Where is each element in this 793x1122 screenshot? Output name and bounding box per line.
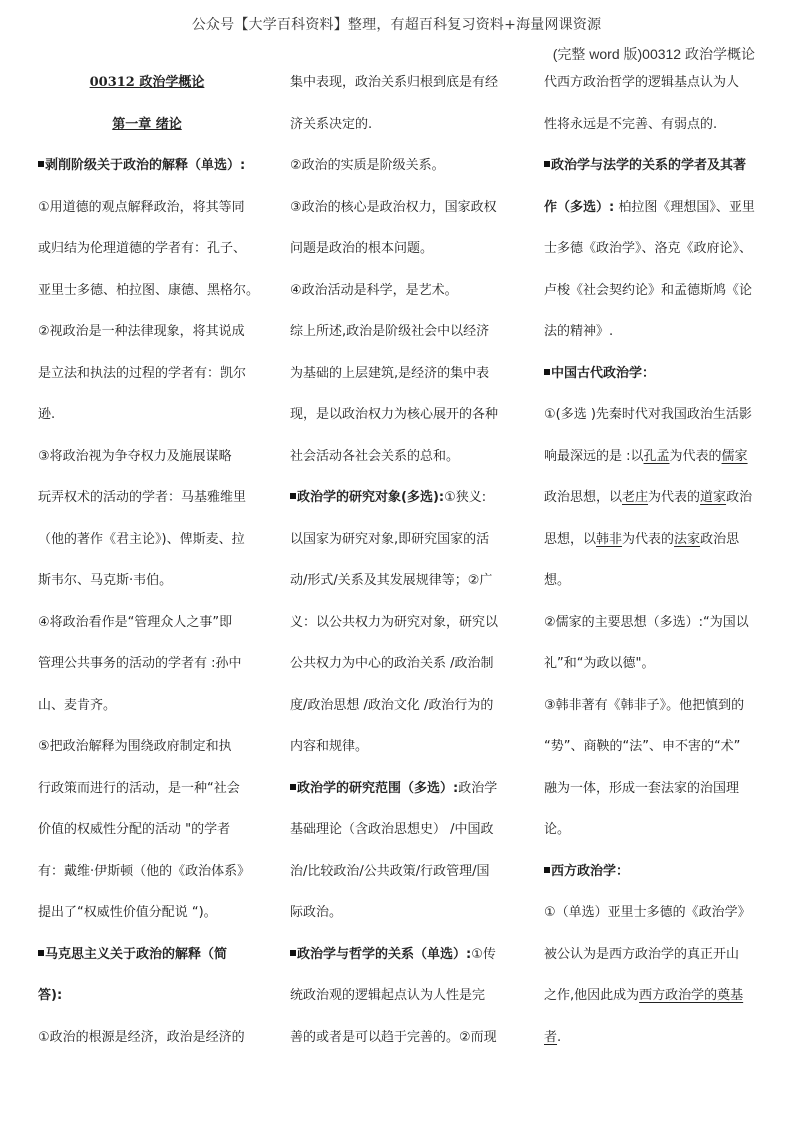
body-line: 山、麦肯齐。 xyxy=(38,697,117,713)
section-heading xyxy=(38,934,256,976)
body-text: 政治思想，以 xyxy=(544,490,623,505)
body-line xyxy=(544,1017,762,1059)
body-line: 被公认为是西方政治学的真正开山 xyxy=(544,946,740,962)
body-line: 行政策而进行的活动，是一种“社会 xyxy=(38,780,240,796)
body-line: 亚里士多德、柏拉图、康德、黑格尔。 xyxy=(38,282,260,298)
underlined-term: 儒家 xyxy=(721,448,748,464)
heading-text: 西方政治学： xyxy=(551,863,630,879)
square-bullet-icon xyxy=(290,493,296,499)
body-line: 法的精神》. xyxy=(544,324,614,339)
heading-text: 政治学与法学的关系的学者及其著 xyxy=(551,158,747,173)
underlined-term: 者 xyxy=(544,1029,558,1045)
section-heading xyxy=(544,851,762,893)
body-line: 论。 xyxy=(544,822,571,837)
body-text: ①传 xyxy=(471,946,496,962)
heading-text: 作（多选）: xyxy=(544,199,615,215)
text-column-3 xyxy=(544,62,762,1058)
body-line: 以国家为研究对象,即研究国家的活 xyxy=(290,531,490,547)
body-line: 济关系决定的. xyxy=(290,116,373,132)
body-line: 斯韦尔、马克斯·韦伯。 xyxy=(38,573,173,588)
body-line: 义：以公共权力为研究对象，研究以 xyxy=(290,614,499,630)
body-line: 现，是以政治权力为核心展开的各种 xyxy=(290,407,499,422)
body-line xyxy=(544,975,762,1017)
body-line: 代西方政治哲学的逻辑基点认为人 xyxy=(544,75,740,90)
body-line: 动/形式/关系及其发展规律等；②广 xyxy=(290,573,493,588)
chapter-title: 第一章 绪论 xyxy=(112,116,182,132)
heading-text: 中国古代政治学： xyxy=(551,365,656,381)
watermark-banner: 公众号【大学百科资料】整理，有超百科复习资料+海量网课资源 xyxy=(191,17,602,33)
underlined-term: 西方政治学的奠基 xyxy=(639,988,744,1003)
body-text: 思想，以 xyxy=(544,531,597,547)
text-column-1 xyxy=(38,62,260,1058)
body-line: 或归结为伦理道德的学者有：孔子、 xyxy=(38,241,247,256)
body-line: 是立法和执法的过程的学者有：凯尔 xyxy=(38,365,247,381)
body-line: ②视政治是一种法律现象，将其说成 xyxy=(38,324,245,339)
body-line: 士多德《政治学》、洛克《政府论》、 xyxy=(544,241,753,256)
body-line: 统政治观的逻辑起点认为人性是完 xyxy=(290,988,486,1003)
body-text: 响最深远的是 :以 xyxy=(544,448,644,464)
section-heading xyxy=(38,975,256,1017)
section-heading-inline xyxy=(544,187,762,229)
body-line: ⑤把政治解释为围绕政府制定和执 xyxy=(38,739,232,754)
section-heading xyxy=(544,145,762,187)
body-text: 之作,他因此成为 xyxy=(544,988,640,1003)
section-heading-inline xyxy=(290,934,508,976)
body-line: （他的著作《君主论》)、俾斯麦、拉 xyxy=(38,531,245,547)
heading-text: 政治学与哲学的关系（单选）: xyxy=(297,946,472,962)
body-line: 问题是政治的根本问题。 xyxy=(290,241,434,256)
body-text: 政治思 xyxy=(700,531,740,547)
underlined-term: 老庄 xyxy=(622,490,649,505)
body-text: 为代表的 xyxy=(648,490,701,505)
section-heading-inline xyxy=(290,477,508,519)
section-heading-inline xyxy=(290,768,508,810)
body-line: 融为一体，形成一套法家的治国理 xyxy=(544,780,740,796)
body-text: ①狭义: xyxy=(444,490,487,505)
body-line: 度/政治思想 /政治文化 /政治行为的 xyxy=(290,697,494,713)
body-text: 政治 xyxy=(726,490,753,505)
body-line: 为基础的上层建筑,是经济的集中表 xyxy=(290,365,490,381)
heading-text: 政治学的研究范围（多选）: xyxy=(297,780,459,796)
body-line: ④将政治看作是“管理众人之事”即 xyxy=(38,614,233,630)
body-line: 有：戴维·伊斯顿（他的《政治体系》 xyxy=(38,863,251,879)
body-line: ①(多选 )先秦时代对我国政治生活影 xyxy=(544,407,752,422)
body-line: 内容和规律。 xyxy=(290,739,369,754)
body-line: ②儒家的主要思想（多选）:“为国以 xyxy=(544,614,749,630)
square-bullet-icon xyxy=(544,369,550,375)
body-line: 社会活动各社会关系的总和。 xyxy=(290,448,460,464)
body-text: 为代表的 xyxy=(622,531,675,547)
body-line: 际政治。 xyxy=(290,905,343,920)
body-text: 柏拉图《理想国》、亚里 xyxy=(614,199,755,215)
square-bullet-icon xyxy=(290,950,296,956)
body-line xyxy=(544,436,762,478)
body-line: ①（单选）亚里士多德的《政治学》 xyxy=(544,905,751,920)
body-line: 公共权力为中心的政治关系 /政治制 xyxy=(290,656,494,671)
body-line: 提出了“权威性价值分配说 “)。 xyxy=(38,905,217,920)
body-line xyxy=(544,477,762,519)
body-line: ③将政治视为争夺权力及施展谋略 xyxy=(38,448,232,464)
body-line: 管理公共事务的活动的学者有 :孙中 xyxy=(38,656,242,671)
body-text: . xyxy=(557,1029,562,1045)
body-line: ②政治的实质是阶级关系。 xyxy=(290,158,445,173)
body-line: ①政治的根源是经济，政治是经济的 xyxy=(38,1029,245,1045)
heading-text: 马克思主义关于政治的解释（简 xyxy=(45,946,228,962)
body-line: ③韩非著有《韩非子》。他把慎到的 xyxy=(544,697,745,713)
section-heading xyxy=(38,145,256,187)
body-line: 基础理论（含政治思想史） /中国政 xyxy=(290,822,494,837)
body-line: 想。 xyxy=(544,573,571,588)
body-text: 为代表的 xyxy=(669,448,722,464)
body-line: 卢梭《社会契约论》和孟德斯鸠《论 xyxy=(544,282,753,298)
body-line xyxy=(544,519,762,561)
underlined-term: 法家 xyxy=(674,531,701,547)
document-title: 00312 政治学概论 xyxy=(89,75,205,90)
document-header-label: (完整 word 版)00312 政治学概论 xyxy=(552,46,755,62)
body-line: ④政治活动是科学，是艺术。 xyxy=(290,282,458,298)
square-bullet-icon xyxy=(38,161,44,167)
body-line: 综上所述,政治是阶级社会中以经济 xyxy=(290,324,490,339)
section-heading xyxy=(544,353,762,395)
heading-text: 政治学的研究对象(多选): xyxy=(297,490,445,505)
underlined-term: 韩非 xyxy=(596,531,623,547)
heading-text: 答): xyxy=(38,988,63,1003)
square-bullet-icon xyxy=(38,950,44,956)
body-line: 玩弄权术的活动的学者：马基雅维里 xyxy=(38,490,247,505)
body-line: 价值的权威性分配的活动 "的学者 xyxy=(38,822,231,837)
body-line: 治/比较政治/公共政策/行政管理/国 xyxy=(290,863,490,879)
body-line: 集中表现，政治关系归根到底是有经 xyxy=(290,75,499,90)
body-line: 逊. xyxy=(38,407,56,422)
text-column-2 xyxy=(290,62,508,1058)
body-text: 政治学 xyxy=(458,780,498,796)
underlined-term: 道家 xyxy=(700,490,727,505)
heading-text: 剥削阶级关于政治的解释（单选）: xyxy=(45,158,246,173)
body-line: “势”、商鞅的“法”、申不害的“术” xyxy=(544,739,741,754)
underlined-term: 孔孟 xyxy=(643,448,670,464)
body-line: 善的或者是可以趋于完善的。②而现 xyxy=(290,1029,497,1045)
square-bullet-icon xyxy=(544,161,550,167)
body-line: ①用道德的观点解释政治，将其等同 xyxy=(38,199,245,215)
square-bullet-icon xyxy=(290,784,296,790)
square-bullet-icon xyxy=(544,867,550,873)
body-line: ③政治的核心是政治权力，国家政权 xyxy=(290,199,497,215)
body-line: 礼”和“为政以德"。 xyxy=(544,656,655,671)
body-line: 性将永远是不完善、有弱点的. xyxy=(544,116,718,132)
